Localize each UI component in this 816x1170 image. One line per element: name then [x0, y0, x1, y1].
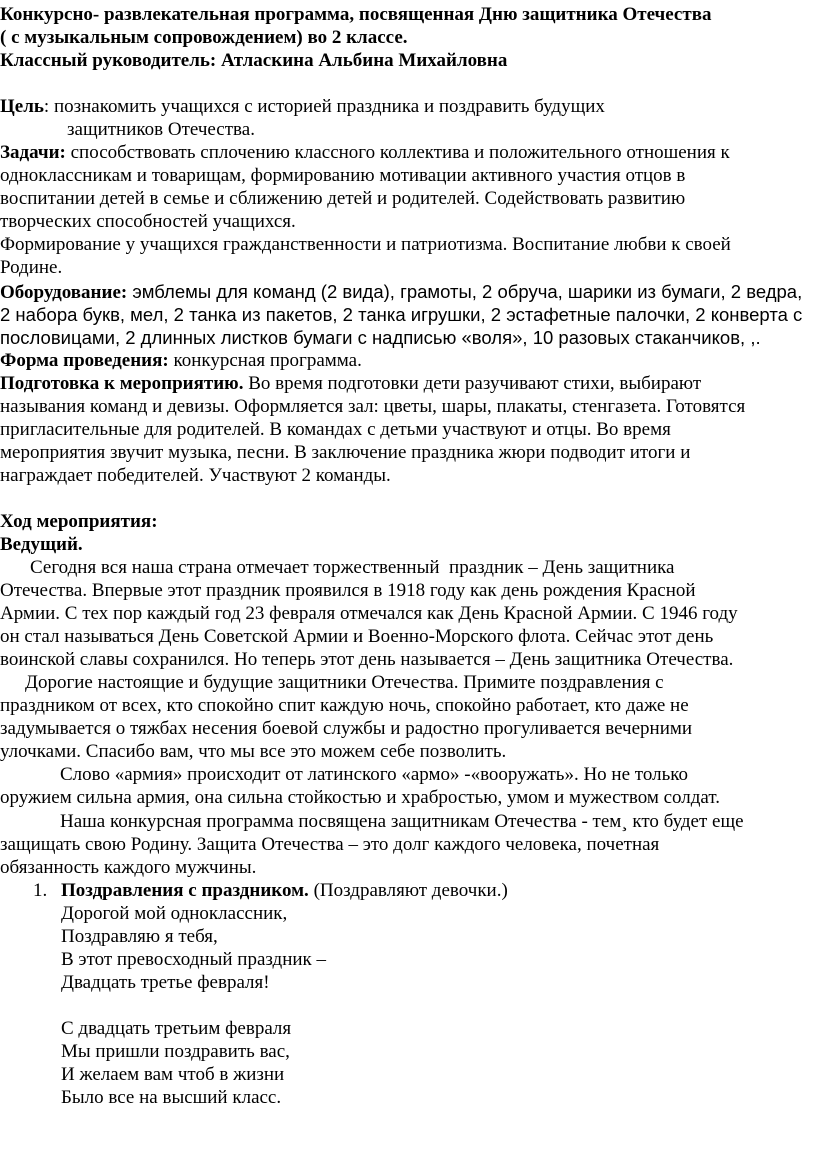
- tasks-line-5: Формирование у учащихся гражданственности и патриотизма. Воспитание любви к своей: [0, 234, 731, 255]
- poem-verse-2-line-1: С двадцать третьим февраля: [61, 1018, 292, 1039]
- equipment-text-1: эмблемы для команд (2 вида), грамоты, 2 обруча, шарики из бумаги, 2 ведра,: [127, 281, 803, 302]
- poem-verse-2-line-3: И желаем вам чтоб в жизни: [61, 1064, 285, 1085]
- course-heading: Ход мероприятия:: [0, 511, 158, 532]
- teacher-line: Классный руководитель: Атласкина Альбина Михайловна: [0, 50, 508, 71]
- course-p1-line-1: Сегодня вся наша страна отмечает торжественный праздник – День защитника: [30, 557, 675, 578]
- preparation-line-3: пригласительные для родителей. В командах с детьми участвуют и отцы. Во время: [0, 419, 671, 440]
- title-line-2: ( с музыкальным сопровождением) во 2 классе.: [0, 27, 408, 48]
- goal-line-1: [0, 95, 605, 118]
- course-p1-line-4: он стал называться День Советской Армии и Военно-Морского флота. Сейчас этот день: [0, 626, 714, 647]
- course-p1-line-3: Армии. С тех пор каждый год 23 февраля отмечался как День Красной Армии. С 1946 году: [0, 603, 738, 624]
- equipment-line-2: 2 набора букв, мел, 2 танка из пакетов, 2 танка игрушки, 2 эстафетные палочки, 2 конверта с: [0, 304, 803, 325]
- poem-verse-1-line-1: Дорогой мой одноклассник,: [61, 903, 288, 924]
- list-item-1-number: 1.: [33, 880, 48, 901]
- tasks-label: Задачи:: [0, 142, 66, 163]
- poem-verse-2-line-2: Мы пришли поздравить вас,: [61, 1041, 290, 1062]
- tasks-line-3: воспитании детей в семье и сближению детей и родителей. Содействовать развитию: [0, 188, 686, 209]
- course-p2-line-4: улочками. Спасибо вам, что мы все это можем себе позволить.: [0, 741, 507, 762]
- course-p1-line-5: воинской славы сохранился. Но теперь этот день называется – День защитника Отечества.: [0, 649, 734, 670]
- preparation-line-1: [0, 372, 701, 395]
- list-item-1-note: (Поздравляют девочки.): [308, 880, 508, 901]
- poem-verse-1-line-4: Двадцать третье февраля!: [61, 972, 270, 993]
- list-item-1: [61, 879, 508, 902]
- title-line-1: Конкурсно- развлекательная программа, посвященная Дню защитника Отечества: [0, 4, 712, 25]
- course-p4-line-1: Наша конкурсная программа посвящена защитникам Отечества - тем¸ кто будет еще: [60, 811, 744, 832]
- tasks-line-6: Родине.: [0, 257, 63, 278]
- tasks-line-2: одноклассникам и товарищам, формированию мотивации активного участия отцов в: [0, 165, 686, 186]
- course-p2-line-2: праздником от всех, кто спокойно спит каждую ночь, спокойно работает, кто даже не: [0, 695, 689, 716]
- poem-verse-1-line-3: В этот превосходный праздник –: [61, 949, 327, 970]
- equipment-label: Оборудование:: [0, 282, 128, 303]
- goal-label: Цель: [0, 96, 44, 117]
- equipment-line-3: пословицами, 2 длинных листков бумаги с надписью «воля», 10 разовых стаканчиков, ,.: [0, 327, 761, 348]
- tasks-text-1: способствовать сплочению классного коллектива и положительного отношения к: [65, 142, 730, 163]
- preparation-line-4: мероприятия звучит музыка, песни. В заключение праздника жюри подводит итоги и: [0, 442, 691, 463]
- course-p1-line-2: Отечества. Впервые этот праздник проявился в 1918 году как день рождения Красной: [0, 580, 696, 601]
- form-label: Форма проведения:: [0, 350, 169, 371]
- tasks-line-4: творческих способностей учащихся.: [0, 211, 296, 232]
- goal-line-2: защитников Отечества.: [67, 119, 255, 140]
- poem-verse-2-line-4: Было все на высший класс.: [61, 1087, 282, 1108]
- host-label: Ведущий.: [0, 534, 83, 555]
- equipment-line-1: [0, 280, 802, 304]
- preparation-text-1: Во время подготовки дети разучивают стихи, выбирают: [243, 373, 702, 394]
- course-p3-line-2: оружием сильна армия, она сильна стойкостью и храбростью, умом и мужеством солдат.: [0, 787, 720, 808]
- course-p2-line-1: Дорогие настоящие и будущие защитники Отечества. Примите поздравления с: [25, 672, 664, 693]
- course-p2-line-3: задумывается о тяжбах несения боевой службы и радостно прогуливается вечерними: [0, 718, 693, 739]
- list-item-1-title: Поздравления с праздником.: [61, 880, 309, 901]
- course-p4-line-2: защищать свою Родину. Защита Отечества – это долг каждого человека, почетная: [0, 834, 660, 855]
- course-p4-line-3: обязанность каждого мужчины.: [0, 857, 257, 878]
- goal-text-1: : познакомить учащихся с историей праздника и поздравить будущих: [43, 96, 605, 117]
- preparation-line-5: награждает победителей. Участвуют 2 команды.: [0, 465, 391, 486]
- form-text: конкурсная программа.: [168, 350, 362, 371]
- preparation-line-2: называния команд и девизы. Оформляется зал: цветы, шары, плакаты, стенгазета. Готовятся: [0, 396, 746, 417]
- course-p3-line-1: Слово «армия» происходит от латинского «армо» -«вооружать». Но не только: [60, 764, 689, 785]
- preparation-label: Подготовка к мероприятию.: [0, 373, 244, 394]
- form-line: [0, 349, 362, 372]
- poem-verse-1-line-2: Поздравляю я тебя,: [61, 926, 218, 947]
- tasks-line-1: [0, 141, 730, 164]
